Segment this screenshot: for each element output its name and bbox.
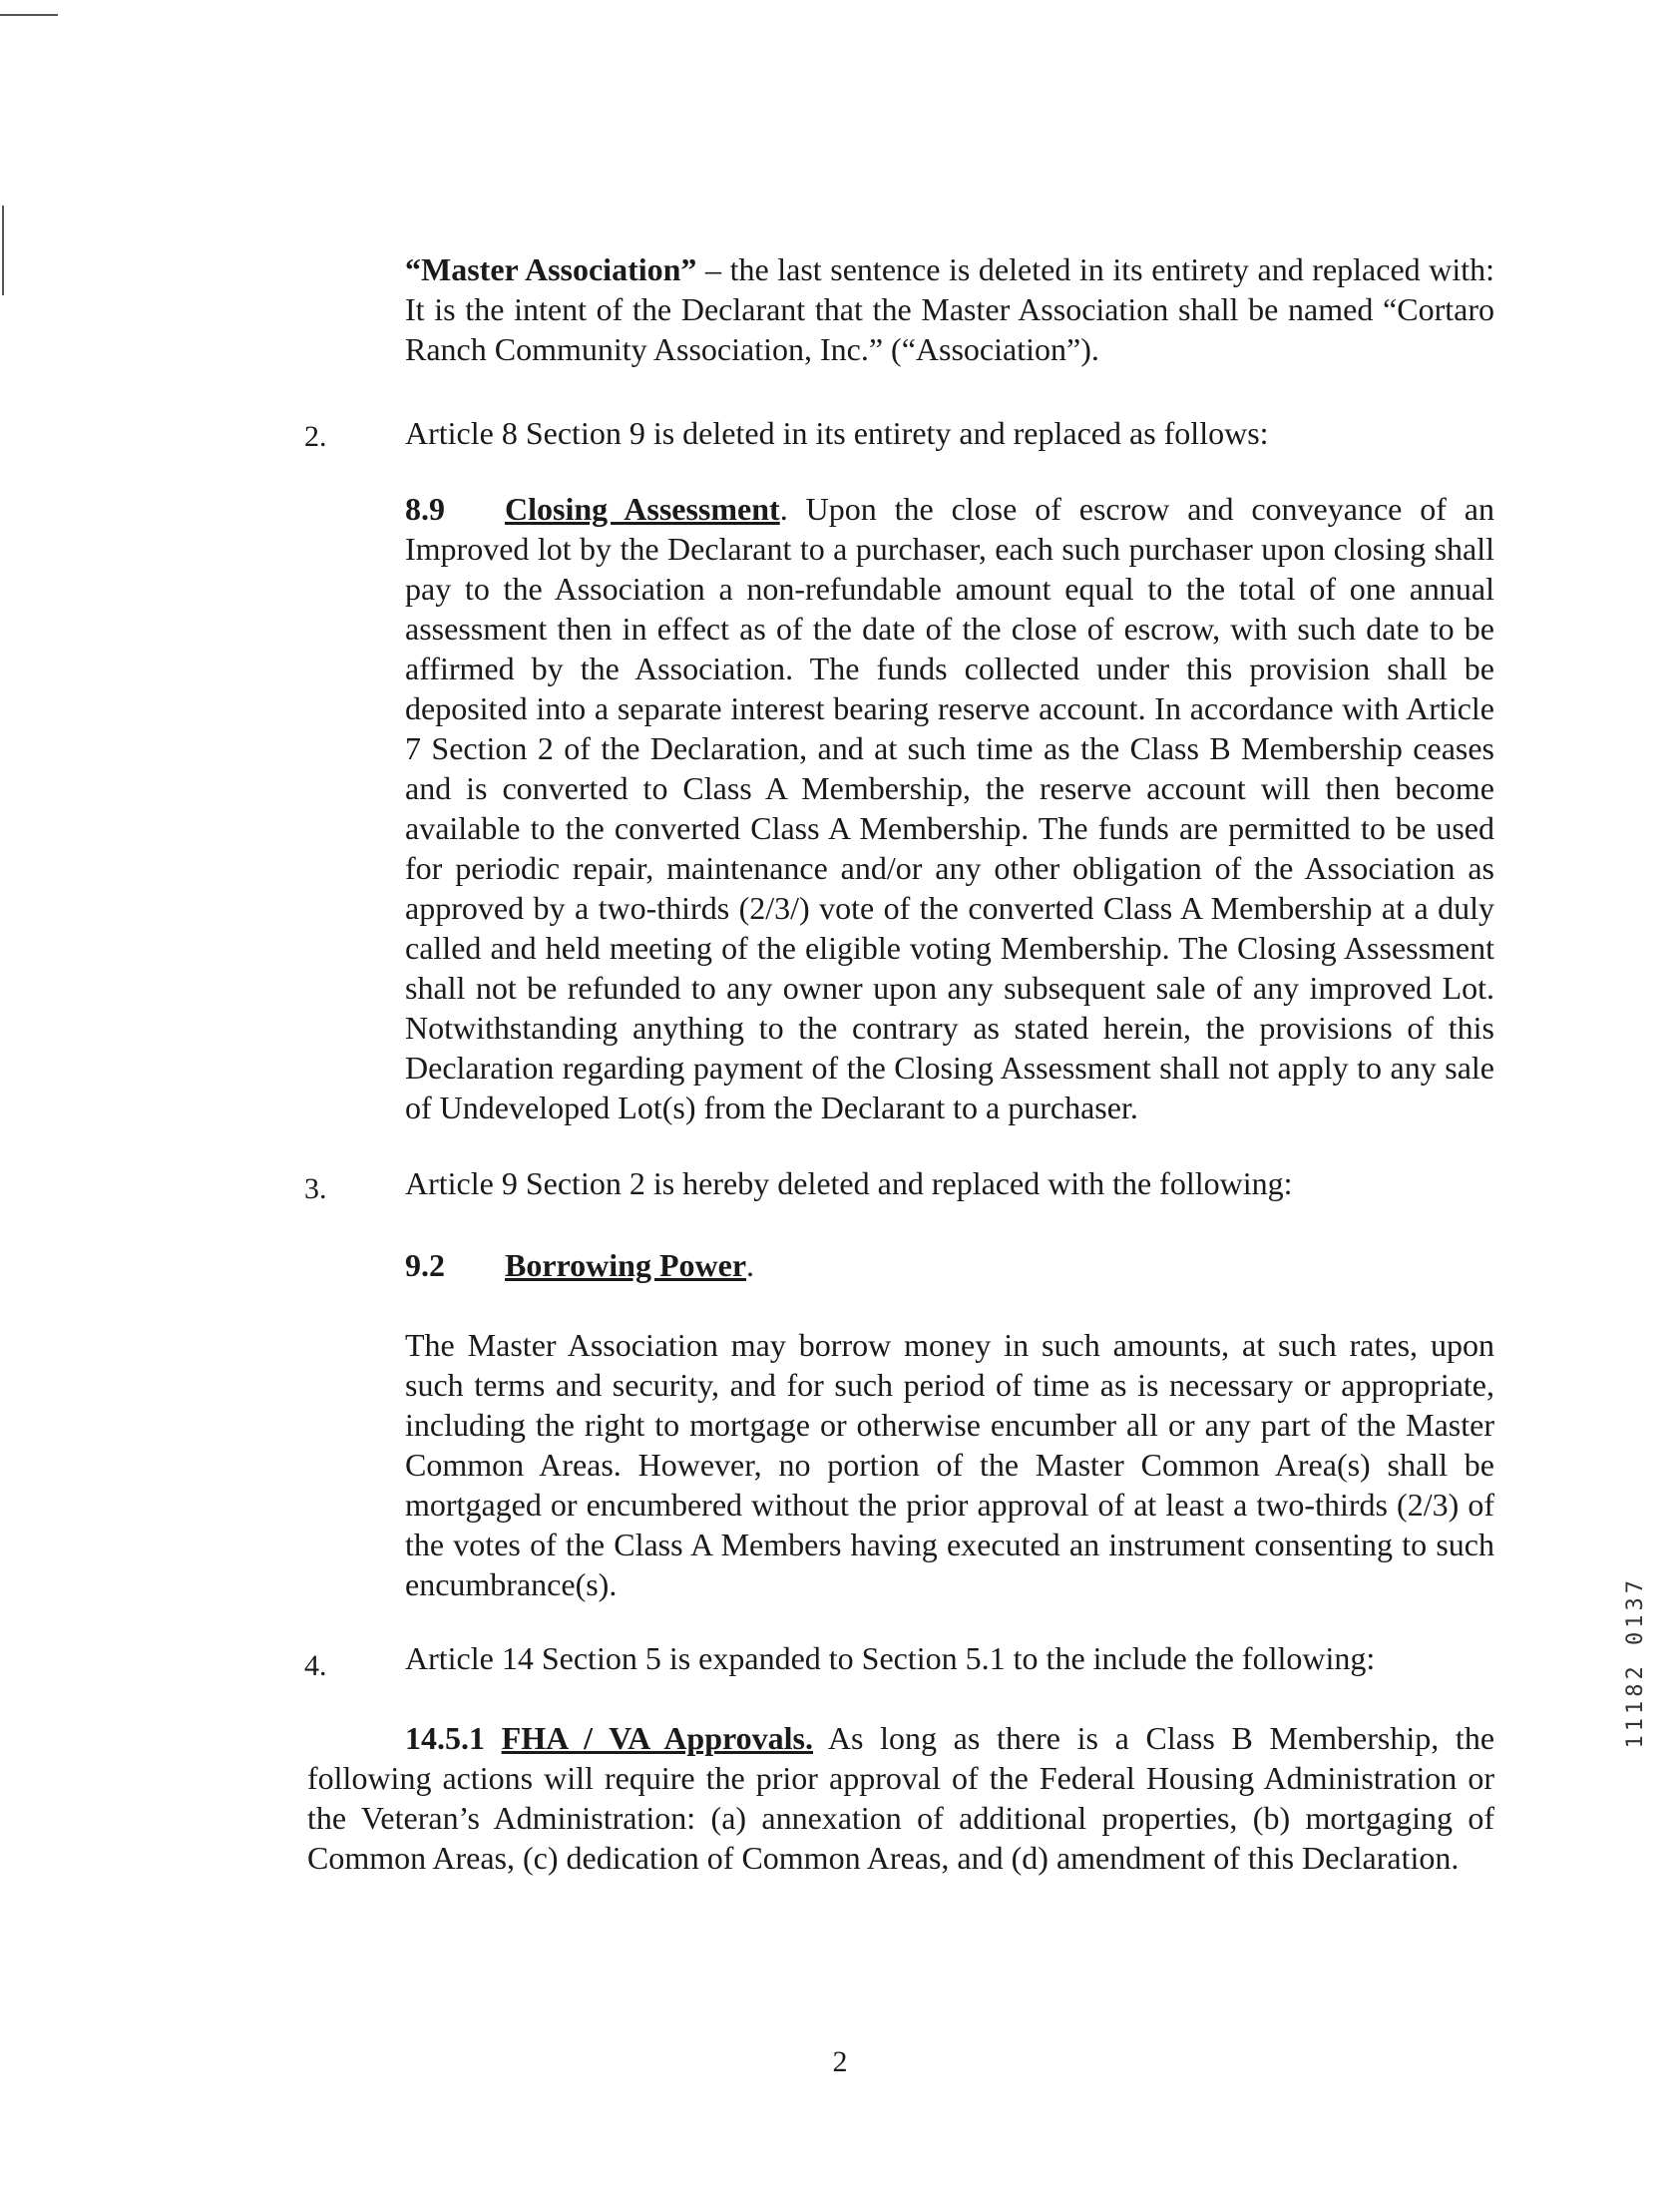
scan-line-top-left <box>0 14 58 16</box>
section-9-2-title-suffix: . <box>746 1247 755 1283</box>
section-14-5-1-paragraph <box>307 1718 1494 1878</box>
section-14-5-1-number: 14.5.1 <box>405 1720 485 1756</box>
scan-line-left-edge <box>2 206 4 295</box>
section-9-2-number: 9.2 <box>405 1247 445 1283</box>
page-number: 2 <box>832 2045 848 2078</box>
item-4-intro: Article 14 Section 5 is expanded to Section 5.1 to the include the following: <box>405 1640 1376 1676</box>
section-9-2-title: Borrowing Power <box>505 1247 747 1283</box>
section-8-9-body: . Upon the close of escrow and conveyance of an Improved lot by the Declarant to a purchaser, each such purchaser upon closing shall pay to the Association a non-refundable amount equal to the total of one annual assessment then in effect as of the date of the close of escrow, with such date to be affirmed by the Association. The funds collected under this provision shall be deposited into a separate interest bearing reserve account. In accordance with Article 7 Section 2 of the Declaration, and at such time as the Class B Membership ceases and is converted to Class A Membership, the reserve account will then become available to the converted Class A Membership. The funds are permitted to be used for periodic repair, maintenance and/or any other obligation of the Association as approved by a two-thirds (2/3/) vote of the converted Class A Membership at a duly called and held meeting of the eligible voting Membership. The Closing Assessment shall not be refunded to any owner upon any subsequent sale of any improved Lot. Notwithstanding anything to the contrary as stated herein, the provisions of this Declaration regarding payment of the Closing Assessment shall not apply to any sale of Undeveloped Lot(s) from the Declarant to a purchaser. <box>405 491 1495 1125</box>
master-association-paragraph <box>405 249 1494 369</box>
item-3-intro: Article 9 Section 2 is hereby deleted and replaced with the following: <box>405 1165 1293 1201</box>
master-association-text: – the last sentence is deleted in its entirety and replaced with: It is the intent of the Declarant that the Master Association shall be named “Cortaro Ranch Community Association, Inc.” (“Association”). <box>405 251 1495 367</box>
section-8-9-title: Closing Assessment <box>505 491 780 527</box>
section-9-2-body: The Master Association may borrow money in such amounts, at such rates, upon such terms and security, and for such period of time as is necessary or appropriate, including the right to mortgage or otherwise encumber all or any part of the Master Common Areas. However, no portion of the Master Common Area(s) shall be mortgaged or encumbered without the prior approval of at least a two-thirds (2/3) of the votes of the Class A Members having executed an instrument consenting to such encumbrance(s). <box>405 1327 1494 1602</box>
section-8-9-paragraph <box>405 489 1494 1127</box>
recording-stamp: 11182 0137 <box>1623 1576 1648 1749</box>
section-14-5-1-body: As long as there is a Class B Membership, the following actions will require the prior approval of the Federal Housing Administration or the Veteran’s Administration: (a) annexation of additional properties, (b) mortgaging of Common Areas, (c) dedication of Common Areas, and (d) amendment of this Declaration. <box>307 1720 1495 1876</box>
item-2-intro: Article 8 Section 9 is deleted in its entirety and replaced as follows: <box>405 415 1269 451</box>
item-number-2: 2. <box>304 420 327 453</box>
master-association-term: “Master Association” <box>405 251 697 287</box>
section-9-2-heading <box>405 1245 1494 1285</box>
item-number-4: 4. <box>304 1649 327 1682</box>
section-14-5-1-title: FHA / VA Approvals. <box>501 1720 813 1756</box>
section-8-9-number: 8.9 <box>405 491 445 527</box>
item-number-3: 3. <box>304 1172 327 1205</box>
